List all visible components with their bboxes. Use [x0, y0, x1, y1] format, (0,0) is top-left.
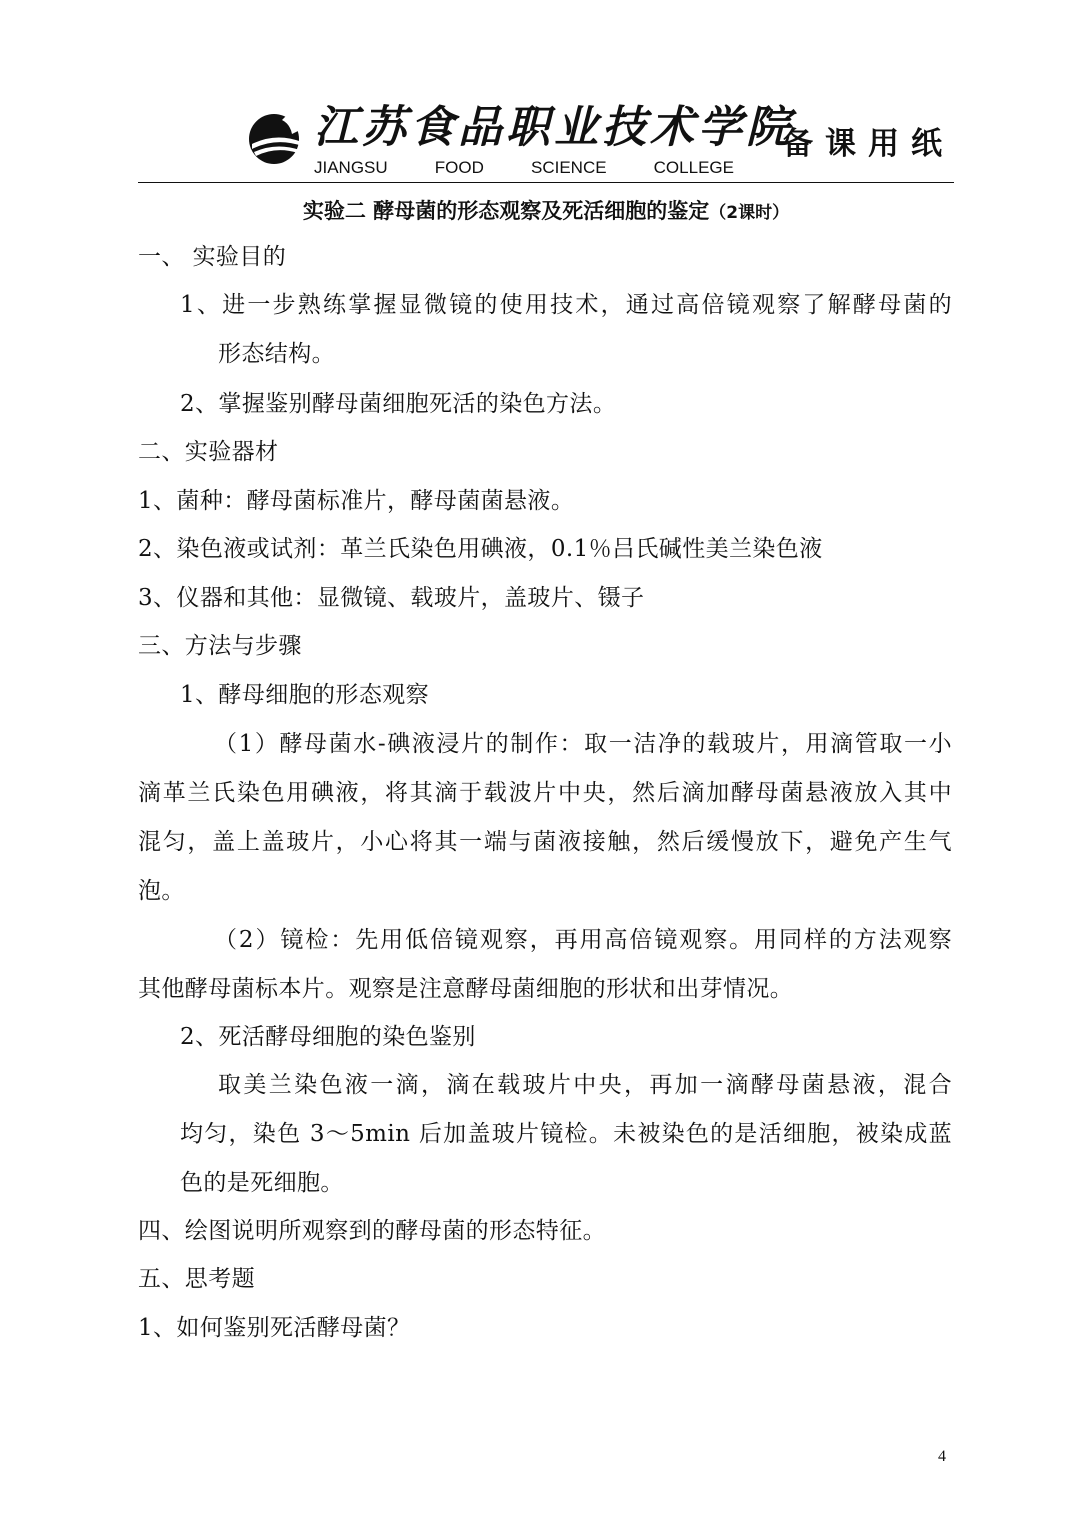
college-name-en-word: COLLEGE — [653, 158, 734, 177]
list-item: 2、掌握鉴别酵母菌细胞死活的染色方法。 — [180, 391, 617, 417]
list-item: 3、仪器和其他：显微镜、载玻片，盖玻片、镊子 — [138, 585, 645, 611]
paragraph-line: 滴革兰氏染色用碘液，将其滴于载波片中央，然后滴加酵母菌悬液放入其中 — [138, 780, 952, 806]
subsection-heading: 1、酵母细胞的形态观察 — [180, 682, 430, 708]
college-name-en-word: FOOD — [434, 158, 484, 177]
subsection-heading: 2、死活酵母细胞的染色鉴别 — [180, 1024, 476, 1050]
question-item: 1、如何鉴别死活酵母菌？ — [138, 1315, 411, 1341]
paragraph-line: 均匀，染色 3～5min 后加盖玻片镜检。未被染色的是活细胞，被染成蓝 — [180, 1121, 952, 1147]
paragraph-line: 其他酵母菌标本片。观察是注意酵母菌细胞的形状和出芽情况。 — [138, 976, 794, 1002]
section-heading-4: 四、绘图说明所观察到的酵母菌的形态特征。 — [138, 1218, 606, 1244]
list-item: 2、染色液或试剂：革兰氏染色用碘液，0.1％吕氏碱性美兰染色液 — [138, 536, 823, 562]
section-heading-2: 二、实验器材 — [138, 439, 279, 465]
college-name-en-word: JIANGSU — [314, 158, 388, 177]
section-heading-3: 三、方法与步骤 — [138, 633, 302, 659]
college-logo-icon — [246, 110, 306, 166]
paragraph-line: （1）酵母菌水-碘液浸片的制作：取一洁净的载玻片，用滴管取一小 — [214, 731, 952, 757]
paragraph-line: 泡。 — [138, 878, 185, 904]
section-heading-5: 五、思考题 — [138, 1266, 255, 1292]
page-header — [138, 98, 954, 184]
header-divider — [138, 182, 954, 183]
list-item: 1、菌种：酵母菌标准片，酵母菌菌悬液。 — [138, 488, 575, 514]
college-name-cn: 江苏食品职业技术学院 — [314, 102, 794, 153]
paper-label: 备课用纸 — [782, 126, 954, 162]
experiment-title — [138, 196, 954, 228]
paragraph-line: 色的是死细胞。 — [180, 1170, 344, 1196]
experiment-title-hours: （2课时） — [709, 203, 790, 223]
college-name-en — [314, 158, 734, 178]
section-heading-1: 一、 实验目的 — [138, 244, 287, 270]
page-number: 4 — [938, 1448, 946, 1465]
experiment-title-main: 实验二 酵母菌的形态观察及死活细胞的鉴定 — [302, 199, 710, 223]
paragraph-line: （2）镜检：先用低倍镜观察，再用高倍镜观察。用同样的方法观察 — [214, 927, 952, 953]
list-item: 1、进一步熟练掌握显微镜的使用技术，通过高倍镜观察了解酵母菌的 — [180, 292, 952, 318]
paragraph-line: 取美兰染色液一滴，滴在载玻片中央，再加一滴酵母菌悬液，混合 — [218, 1072, 952, 1098]
paragraph-line: 混匀，盖上盖玻片，小心将其一端与菌液接触，然后缓慢放下，避免产生气 — [138, 829, 952, 855]
list-item-continued: 形态结构。 — [218, 341, 335, 367]
college-name-en-word: SCIENCE — [530, 158, 607, 177]
